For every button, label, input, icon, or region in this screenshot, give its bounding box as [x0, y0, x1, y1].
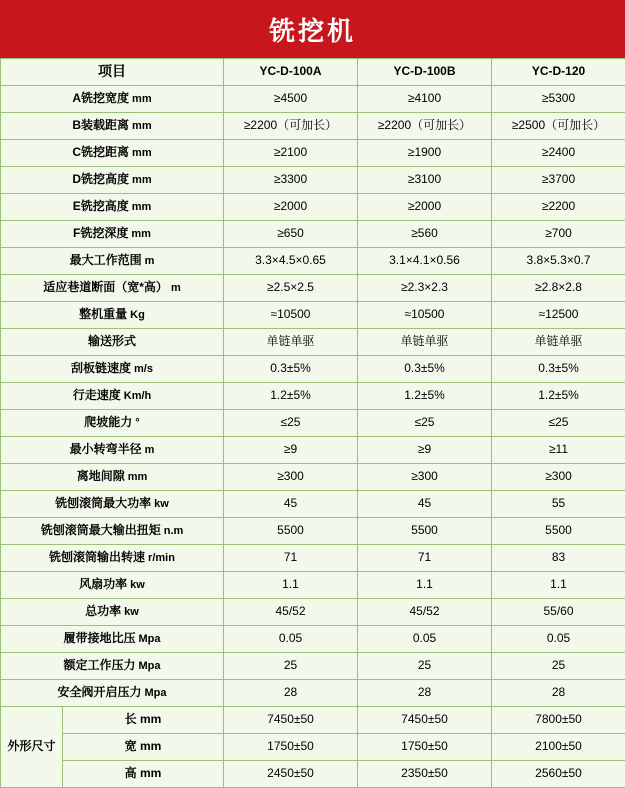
row-unit: kw [154, 498, 169, 510]
row-label: 最大工作范围 m [1, 248, 224, 275]
cell-value: ≥2400 [492, 140, 625, 167]
cell-value: 1.2±5% [492, 383, 625, 410]
table-body [1, 86, 625, 788]
row-label: 总功率 kw [1, 599, 224, 626]
cell-value: 45 [224, 491, 358, 518]
table-row [1, 113, 625, 140]
row-unit: mm [131, 228, 151, 240]
cell-value: ≥2100 [224, 140, 358, 167]
cell-value: 28 [358, 680, 492, 707]
cell-value: ≥1900 [358, 140, 492, 167]
table-row [1, 383, 625, 410]
cell-value: ≥300 [224, 464, 358, 491]
cell-value: ≥2.5×2.5 [224, 275, 358, 302]
row-label: 风扇功率 kw [1, 572, 224, 599]
row-unit: kw [130, 579, 145, 591]
cell-value: ≥4500 [224, 86, 358, 113]
row-label: 长 mm [63, 707, 224, 734]
cell-value: 3.1×4.1×0.56 [358, 248, 492, 275]
specification-table [0, 58, 625, 788]
table-header [1, 59, 625, 86]
row-unit: Mpa [139, 633, 161, 645]
cell-value: 28 [224, 680, 358, 707]
table-row [1, 329, 625, 356]
row-label: 安全阀开启压力 Mpa [1, 680, 224, 707]
cell-value: 3.3×4.5×0.65 [224, 248, 358, 275]
cell-value: 7450±50 [358, 707, 492, 734]
cell-value: 55/60 [492, 599, 625, 626]
cell-value: ≥9 [224, 437, 358, 464]
cell-value: 单链单驱 [492, 329, 625, 356]
cell-value: 7450±50 [224, 707, 358, 734]
cell-value: 5500 [224, 518, 358, 545]
row-label: 行走速度 Km/h [1, 383, 224, 410]
cell-value: ≥560 [358, 221, 492, 248]
cell-value: 0.05 [358, 626, 492, 653]
cell-value: ≈12500 [492, 302, 625, 329]
cell-value: ≥9 [358, 437, 492, 464]
column-header-model-1: YC-D-100A [224, 59, 358, 86]
cell-value: 5500 [492, 518, 625, 545]
row-label: F铣挖深度 mm [1, 221, 224, 248]
row-unit: mm [132, 93, 152, 105]
row-label: 离地间隙 mm [1, 464, 224, 491]
table-row [1, 356, 625, 383]
row-unit: mm [137, 739, 162, 753]
cell-value: ≥2000 [224, 194, 358, 221]
row-unit: kw [124, 606, 139, 618]
cell-value: 2450±50 [224, 761, 358, 788]
cell-value: 0.05 [224, 626, 358, 653]
cell-value: ≥2200 [492, 194, 625, 221]
cell-value: ≥3300 [224, 167, 358, 194]
cell-value: 2560±50 [492, 761, 625, 788]
table-row [1, 194, 625, 221]
table-row [1, 302, 625, 329]
cell-value: 71 [358, 545, 492, 572]
cell-value: ≥2200（可加长） [358, 113, 492, 140]
cell-value: 1.1 [224, 572, 358, 599]
table-row [1, 140, 625, 167]
table-row [1, 275, 625, 302]
cell-value: 5500 [358, 518, 492, 545]
table-row [1, 626, 625, 653]
row-unit: Km/h [124, 390, 152, 402]
cell-value: 1750±50 [224, 734, 358, 761]
row-unit: mm [132, 120, 152, 132]
table-row [1, 545, 625, 572]
table-row [1, 734, 625, 761]
row-unit: m [145, 444, 155, 456]
cell-value: 0.05 [492, 626, 625, 653]
row-label: 铣刨滚筒最大功率 kw [1, 491, 224, 518]
cell-value: 7800±50 [492, 707, 625, 734]
table-row [1, 572, 625, 599]
row-label: 额定工作压力 Mpa [1, 653, 224, 680]
row-label: 输送形式 [1, 329, 224, 356]
table-row [1, 680, 625, 707]
row-unit: mm [137, 766, 162, 780]
cell-value: 45 [358, 491, 492, 518]
table-row [1, 518, 625, 545]
table-row [1, 248, 625, 275]
row-label: 铣刨滚筒最大输出扭矩 n.m [1, 518, 224, 545]
table-row [1, 653, 625, 680]
cell-value: ≥11 [492, 437, 625, 464]
cell-value: 3.8×5.3×0.7 [492, 248, 625, 275]
cell-value: ≥4100 [358, 86, 492, 113]
row-label: 铣刨滚筒输出转速 r/min [1, 545, 224, 572]
row-label: 适应巷道断面（宽*高） m [1, 275, 224, 302]
row-unit: mm [132, 201, 152, 213]
cell-value: ≥2200（可加长） [224, 113, 358, 140]
row-unit: m/s [134, 363, 153, 375]
cell-value: 1.1 [358, 572, 492, 599]
cell-value: 83 [492, 545, 625, 572]
table-row [1, 707, 625, 734]
cell-value: ≥650 [224, 221, 358, 248]
cell-value: ≤25 [358, 410, 492, 437]
cell-value: ≥2000 [358, 194, 492, 221]
row-unit: mm [132, 147, 152, 159]
cell-value: 0.3±5% [358, 356, 492, 383]
cell-value: 25 [492, 653, 625, 680]
cell-value: ≥300 [358, 464, 492, 491]
page-title: 铣挖机 [269, 11, 356, 48]
cell-value: ≤25 [492, 410, 625, 437]
cell-value: 71 [224, 545, 358, 572]
cell-value: 28 [492, 680, 625, 707]
row-unit: r/min [148, 552, 175, 564]
row-label: 最小转弯半径 m [1, 437, 224, 464]
row-unit: Mpa [145, 687, 167, 699]
cell-value: 45/52 [224, 599, 358, 626]
table-row [1, 437, 625, 464]
cell-value: ≥700 [492, 221, 625, 248]
cell-value: 1750±50 [358, 734, 492, 761]
cell-value: 1.2±5% [358, 383, 492, 410]
table-row [1, 761, 625, 788]
cell-value: ≥2.3×2.3 [358, 275, 492, 302]
row-unit: ° [135, 417, 139, 429]
cell-value: ≥300 [492, 464, 625, 491]
row-unit: Kg [130, 309, 145, 321]
table-row [1, 86, 625, 113]
cell-value: ≥2.8×2.8 [492, 275, 625, 302]
row-label: 爬坡能力 ° [1, 410, 224, 437]
row-unit: mm [128, 471, 148, 483]
row-label: E铣挖高度 mm [1, 194, 224, 221]
cell-value: 2350±50 [358, 761, 492, 788]
row-label: B装载距离 mm [1, 113, 224, 140]
cell-value: ≤25 [224, 410, 358, 437]
cell-value: ≥3700 [492, 167, 625, 194]
row-unit: Mpa [139, 660, 161, 672]
column-header-item: 项目 [1, 59, 224, 86]
table-row [1, 167, 625, 194]
cell-value: 25 [358, 653, 492, 680]
cell-value: ≈10500 [224, 302, 358, 329]
row-unit: m [145, 255, 155, 267]
cell-value: ≥3100 [358, 167, 492, 194]
row-unit: mm [132, 174, 152, 186]
row-label: 整机重量 Kg [1, 302, 224, 329]
cell-value: 0.3±5% [224, 356, 358, 383]
cell-value: ≈10500 [358, 302, 492, 329]
row-label: 高 mm [63, 761, 224, 788]
cell-value: 1.2±5% [224, 383, 358, 410]
row-label: D铣挖高度 mm [1, 167, 224, 194]
dimension-group-label: 外形尺寸 [1, 707, 63, 788]
cell-value: 1.1 [492, 572, 625, 599]
cell-value: 单链单驱 [224, 329, 358, 356]
row-unit: n.m [164, 525, 184, 537]
cell-value: 45/52 [358, 599, 492, 626]
title-bar [0, 0, 625, 58]
column-header-model-2: YC-D-100B [358, 59, 492, 86]
table-row [1, 464, 625, 491]
table-row [1, 491, 625, 518]
row-label: C铣挖距离 mm [1, 140, 224, 167]
cell-value: 2100±50 [492, 734, 625, 761]
cell-value: 55 [492, 491, 625, 518]
row-label: 宽 mm [63, 734, 224, 761]
cell-value: 0.3±5% [492, 356, 625, 383]
table-row [1, 599, 625, 626]
table-row [1, 221, 625, 248]
row-unit: mm [137, 712, 162, 726]
row-unit: m [171, 282, 181, 294]
cell-value: 单链单驱 [358, 329, 492, 356]
table-header-row [1, 59, 625, 86]
table-row [1, 410, 625, 437]
column-header-model-3: YC-D-120 [492, 59, 625, 86]
cell-value: ≥2500（可加长） [492, 113, 625, 140]
cell-value: 25 [224, 653, 358, 680]
row-label: 履带接地比压 Mpa [1, 626, 224, 653]
row-label: A铣挖宽度 mm [1, 86, 224, 113]
row-label: 刮板链速度 m/s [1, 356, 224, 383]
cell-value: ≥5300 [492, 86, 625, 113]
